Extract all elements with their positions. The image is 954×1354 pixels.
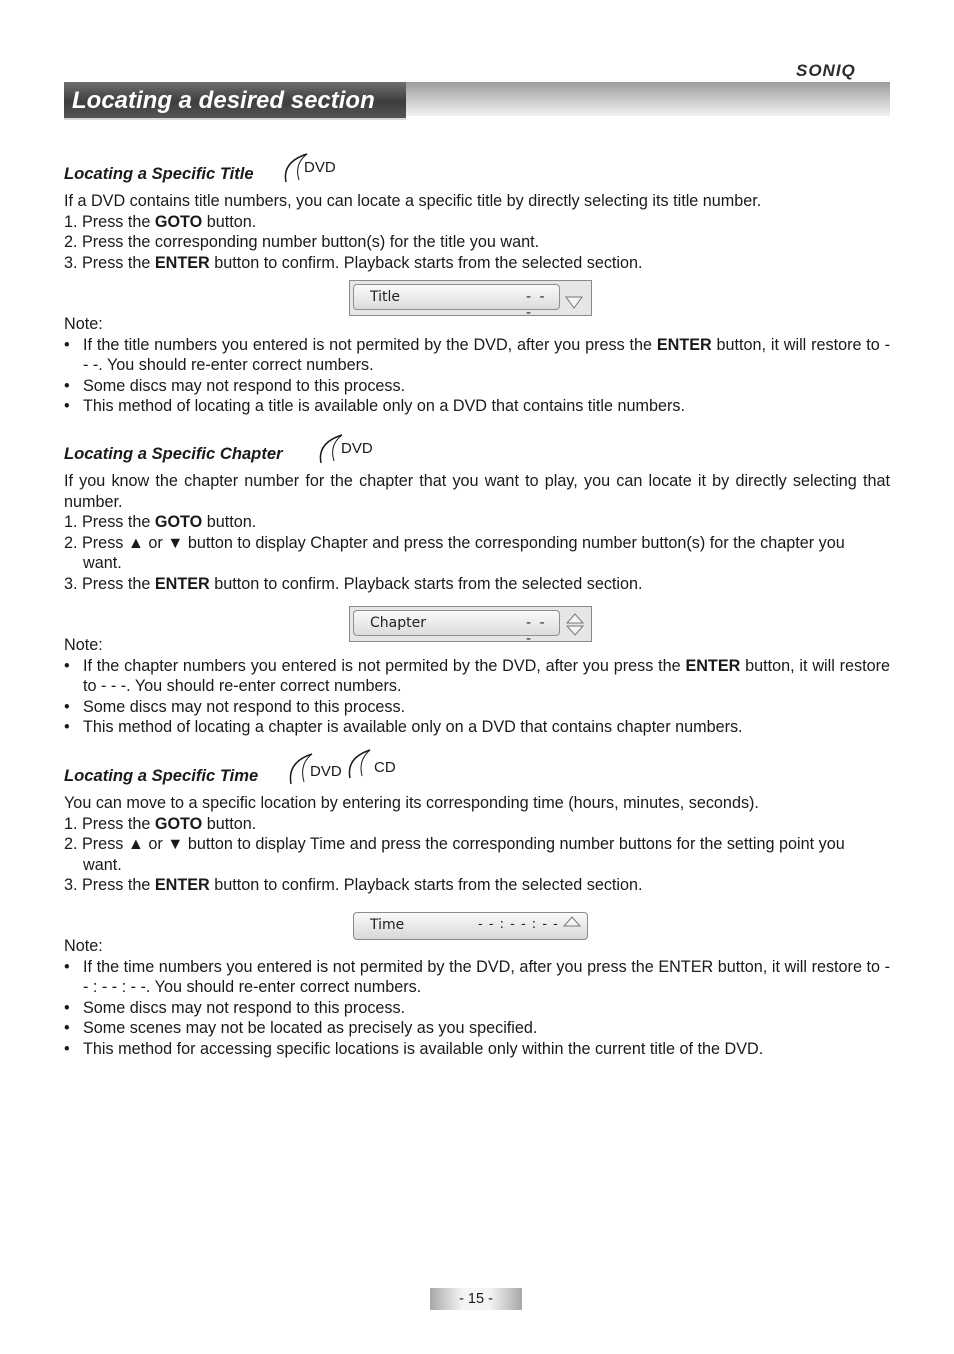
title-section-heading: Locating a Specific Title bbox=[64, 164, 254, 183]
dvd-disc-icon bbox=[280, 150, 346, 186]
dvd-cd-disc-icons bbox=[284, 748, 406, 788]
title-note-3: • This method of locating a title is available only on a DVD that contains title numbers. bbox=[64, 396, 890, 417]
brand-logo: SONIQ bbox=[796, 61, 856, 80]
title-note-1: • If the title numbers you entered is not permited by the DVD, after you press the ENTER button, it will restore to - - -. You should re-enter correct numbers. bbox=[64, 335, 890, 376]
up-arrow-icon: ▲ bbox=[127, 835, 144, 854]
time-section-heading: Locating a Specific Time bbox=[64, 766, 259, 785]
enter-key: ENTER bbox=[685, 656, 741, 675]
chapter-section-heading: Locating a Specific Chapter bbox=[64, 444, 283, 463]
time-step-3: 3. Press the ENTER button to confirm. Playback starts from the selected section. bbox=[64, 876, 643, 895]
chapter-osd-value: - - - bbox=[526, 615, 547, 647]
goto-key: GOTO bbox=[154, 513, 203, 532]
page-number: - 15 - bbox=[430, 1288, 522, 1310]
chapter-note-3: • This method of locating a chapter is available only on a DVD that contains chapter numbers. bbox=[64, 717, 890, 738]
down-arrow-icon: ▼ bbox=[167, 533, 184, 552]
time-note-3: • Some scenes may not be located as precisely as you specified. bbox=[64, 1018, 890, 1039]
title-step-1: 1. Press the GOTO button. bbox=[64, 212, 257, 231]
chapter-step-2: 2. Press ▲ or ▼ button to display Chapter and press the corresponding number button(s) for the chapter you bbox=[64, 533, 845, 552]
time-step-2-cont: want. bbox=[83, 855, 122, 874]
dvd-disc-icon bbox=[315, 431, 381, 467]
enter-key: ENTER bbox=[154, 253, 210, 272]
time-intro: You can move to a specific location by entering its corresponding time (hours, minutes, seconds). bbox=[64, 794, 759, 812]
page-title: Locating a desired section bbox=[72, 87, 375, 114]
dvd-logo-text: DVD bbox=[310, 763, 342, 780]
chapter-step-3: 3. Press the ENTER button to confirm. Playback starts from the selected section. bbox=[64, 574, 643, 593]
time-notes bbox=[64, 936, 890, 1060]
time-note-1: • If the time numbers you entered is not permited by the DVD, after you press the ENTER button, it will restore to - - : - - : - -. You should re-enter correct numbers. bbox=[64, 957, 890, 998]
down-arrow-icon: ▼ bbox=[167, 835, 184, 854]
time-step-1: 1. Press the GOTO button. bbox=[64, 814, 257, 833]
title-note-2: • Some discs may not respond to this process. bbox=[64, 376, 890, 397]
enter-key: ENTER bbox=[154, 876, 210, 895]
goto-key: GOTO bbox=[154, 212, 203, 231]
title-notes bbox=[64, 314, 890, 417]
dvd-logo-text: DVD bbox=[341, 440, 373, 457]
title-note-label: Note: bbox=[64, 315, 103, 333]
chapter-notes bbox=[64, 635, 890, 738]
chapter-osd-field bbox=[353, 610, 560, 647]
chapter-note-1: • If the chapter numbers you entered is not permited by the DVD, after you press the ENTER button, it will restore to - - -. You should re-enter correct numbers. bbox=[64, 656, 890, 697]
chapter-note-2: • Some discs may not respond to this process. bbox=[64, 697, 890, 718]
cd-logo-text: CD bbox=[374, 759, 396, 776]
title-step-3: 3. Press the ENTER button to confirm. Playback starts from the selected section. bbox=[64, 253, 643, 272]
time-osd-label: Time bbox=[370, 917, 405, 933]
title-osd-field bbox=[353, 284, 560, 321]
up-arrow-icon: ▲ bbox=[127, 533, 144, 552]
title-osd-label: Title bbox=[370, 289, 401, 305]
title-osd-panel bbox=[349, 280, 592, 321]
chapter-intro: If you know the chapter number for the chapter that you want to play, you can locate it by directly selecting that number. bbox=[64, 472, 890, 511]
title-osd-value: - - - bbox=[526, 289, 547, 321]
time-note-4: • This method for accessing specific locations is available only within the current title of the DVD. bbox=[64, 1039, 890, 1060]
chapter-step-1: 1. Press the GOTO button. bbox=[64, 513, 257, 532]
page-title-box bbox=[64, 82, 406, 120]
time-step-2: 2. Press ▲ or ▼ button to display Time and press the corresponding number buttons for the setting point you bbox=[64, 835, 845, 854]
time-section-body bbox=[64, 793, 890, 896]
time-note-label: Note: bbox=[64, 937, 103, 955]
enter-key: ENTER bbox=[154, 574, 210, 593]
time-osd-value: - - : - - : - - bbox=[478, 917, 559, 932]
chapter-note-label: Note: bbox=[64, 636, 103, 654]
chapter-step-2-cont: want. bbox=[83, 554, 122, 573]
time-note-2: • Some discs may not respond to this process. bbox=[64, 998, 890, 1019]
chapter-osd-label: Chapter bbox=[370, 615, 426, 631]
down-arrow-icon bbox=[565, 296, 583, 310]
title-step-2: 2. Press the corresponding number button(s) for the title you want. bbox=[64, 233, 540, 252]
up-down-arrow-icon bbox=[566, 613, 584, 637]
chapter-section-body bbox=[64, 471, 890, 595]
title-section-body bbox=[64, 191, 890, 273]
title-intro: If a DVD contains title numbers, you can locate a specific title by directly selecting its title number. bbox=[64, 192, 762, 210]
up-arrow-icon bbox=[562, 915, 582, 928]
goto-key: GOTO bbox=[154, 814, 203, 833]
enter-key: ENTER bbox=[656, 335, 712, 354]
dvd-logo-text: DVD bbox=[304, 159, 336, 176]
